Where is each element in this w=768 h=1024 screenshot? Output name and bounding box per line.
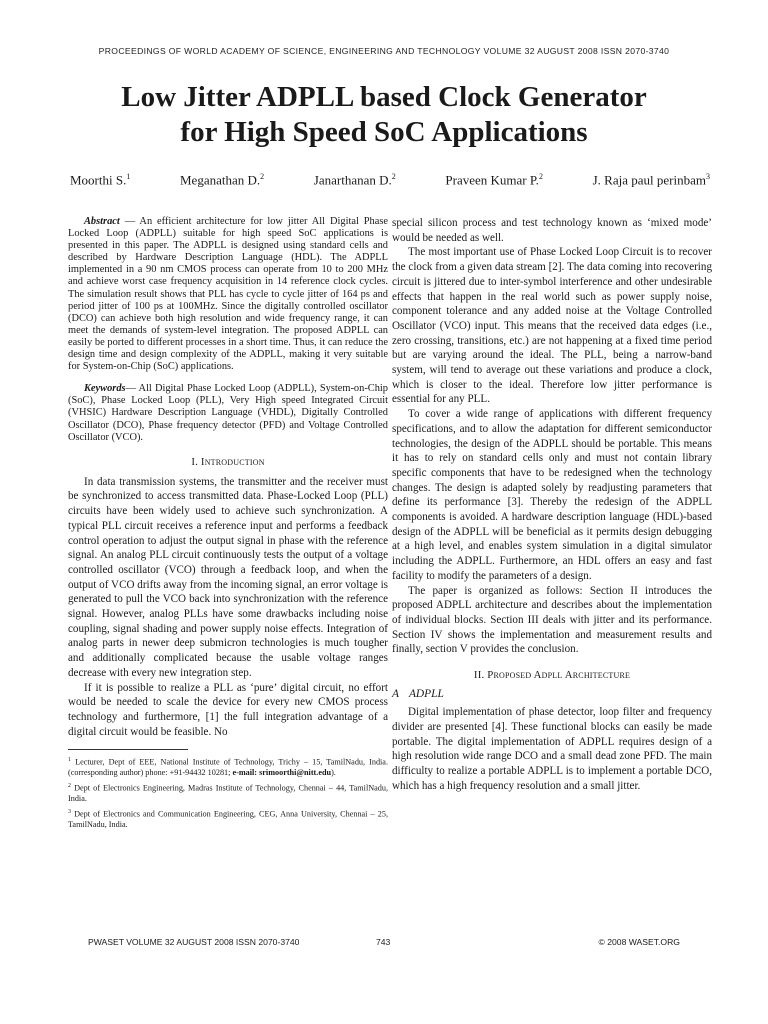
body-paragraph: The most important use of Phase Locked Loop Circuit is to recover the clock from a given data stream [2]. The data coming into recovering circuit is jittered due to inter-symbol interference and other undesirable effects that happen in the real world such as power supply noise, component tolerance and any added noise at the Voltage Controlled Oscillator (VCO) input. This means that the received data edges (i.e., zero crossing, transitions, etc.) are not happening at a fixed time period but are varying around the ideal. The PLL, being a narrow-band system, will tend to average out these variations and produce a clock, which is closer to the ideal. Therefore low jitter performance is essential for any PLL. (392, 246, 712, 406)
body-paragraph: special silicon process and test technology known as ‘mixed mode’ would be needed as well. (392, 217, 712, 244)
footer-copyright: © 2008 WASET.ORG (598, 937, 680, 947)
right-column (392, 216, 712, 793)
author: Moorthi S.$^1$ (70, 172, 131, 188)
author: Janarthanan D.$^2$ (313, 172, 396, 188)
body-paragraph: The paper is organized as follows: Section II introduces the proposed ADPLL architecture and describes about the implementation of individual blocks. Section III deals with jitter and its performance. Section IV shows the implementation and measurement results and finally, section V provides the conclusion. (392, 584, 712, 656)
body-paragraph: In data transmission systems, the transmitter and the receiver must be synchronized to access transmitted data. Phase-Locked Loop (PLL) circuits have been widely used to achieve such synchronization. A typical PLL circuit receives a reference input and performs a feedback control operation to adjust the output signal in phase with the reference signal. An analog PLL circuit continuously tests the output of a voltage controlled oscillator (VCO) through a feedback loop, and when the output of VCO drifts away from the incoming signal, an error voltage is generated to pull the VCO back into synchronization with the reference signal. However, analog PLLs have some drawbacks including noise coupling, signal shading and power supply noise effects. Integration of analog parts in newer deep submicron technologies is much tougher and additionally complicated because the usable voltage ranges decrease with every new integration step. (68, 475, 388, 679)
abstract: Abstract — An efficient architecture for low jitter All Digital Phase Locked Loop (ADPLL) suitable for high speed SoC applications is presented in this paper. The ADPLL is designed using standard cells and described by Hardware Description Language (HDL). The ADPLL implemented in a 90 nm CMOS process can operate from 10 to 200 MHz and achieve worst case frequency acquisition in 14 reference clock cycles. The simulation result shows that PLL has cycle to cycle jitter of 164 ps and period jitter of 100 ps at 100MHz. Since the digitally controlled oscillator (DCO) can achieve both high resolution and wide frequency range, it can meet the demands of system-level integration. The proposed ADPLL can easily be ported to different processes in a short time. Thus, it can reduce the design time and design complexity of the ADPLL, making it very suitable for System-on-Chip (SoC) applications. (68, 216, 388, 373)
footnote: $^1$ Lecturer, Dept of EEE, National Institute of Technology, Trichy – 15, TamilNadu, India. (corresponding author) phone: +91-94432 10281; e-mail: srimoorthi@nitt.edu). (68, 757, 388, 778)
left-column (68, 216, 388, 833)
author: J. Raja paul perinbam$^3$ (592, 172, 710, 188)
body-paragraph: To cover a wide range of applications with different frequency specifications, and to allow the adaptation for different semiconductor technologies, the design of the ADPLL should be portable. This means it has to rely on standard cells only and must not contain library specific components that have to be redesigned when the technology changes. The design is adapted solely by readjusting parameters that define its performance [3]. Thereby the redesign of the ADPLL components is avoided. A hardware description language (HDL)-based design of the ADPLL will be beneficial as it permits design debugging at a high level, and enables system simulation in a digital simulator including the ADPLL. Furthermore, an HDL offers an easy and fast facility to modify the parameters of a design. (392, 408, 712, 582)
footnote: $^2$ Dept of Electronics Engineering, Madras Institute of Technology, Chennai – 44, TamilNadu, India. (68, 783, 388, 804)
running-head: PROCEEDINGS OF WORLD ACADEMY OF SCIENCE, ENGINEERING AND TECHNOLOGY VOLUME 32 AUGUST 2008 ISSN 2070-3740 (98, 46, 670, 56)
section-heading-introduction: I. Introduction (191, 455, 265, 468)
section-heading-architecture: II. Proposed Adpll Architecture (473, 669, 631, 682)
footnote: $^3$ Dept of Electronics and Communication Engineering, CEG, Anna University, Chennai – 25, TamilNadu, India. (68, 809, 389, 830)
footnotes (68, 755, 388, 830)
page-number: 743 (376, 937, 391, 947)
author: Meganathan D.$^2$ (180, 172, 265, 188)
author: Praveen Kumar P.$^2$ (445, 172, 543, 188)
author-email-link[interactable]: srimoorthi@nitt.edu (259, 768, 332, 778)
paper-title (60, 80, 708, 150)
footer-journal: PWASET VOLUME 32 AUGUST 2008 ISSN 2070-3740 (88, 937, 300, 947)
body-paragraph: Digital implementation of phase detector, loop filter and frequency divider are presented [4]. These functional blocks can easily be made portable. The digital implementation of ADPLL requires design of a high resolution wide range DCO and a small dead zone PFD. The main difficulty to realize a portable ADPLL is to implement a portable DCO, which has a high frequency resolution and a small jitter. (392, 706, 712, 792)
body-paragraph: If it is possible to realize a PLL as ‘pure’ digital circuit, no effort would be needed to scale the device for every new CMOS process technology and furthermore, [1] the full integration advantage of a digital circuit would be feasible. No (68, 681, 388, 738)
footnote-divider (68, 749, 188, 750)
subsection-heading: A ADPLL (392, 688, 444, 701)
keywords: Keywords— All Digital Phase Locked Loop (ADPLL), System-on-Chip (SoC), Phase Locked Loop (PLL), Very High speed Integrated Circuit (VHSIC) Hardware Description Language (VHDL), Digitally Controlled Oscillator (DCO), Phase frequency detector (PFD) and Voltage Controlled Oscillator (VCO). (68, 383, 388, 443)
title-line-1: Low Jitter ADPLL based Clock Generator (121, 81, 647, 113)
title-line-2: for High Speed SoC Applications (180, 116, 588, 148)
author-list (70, 172, 710, 188)
